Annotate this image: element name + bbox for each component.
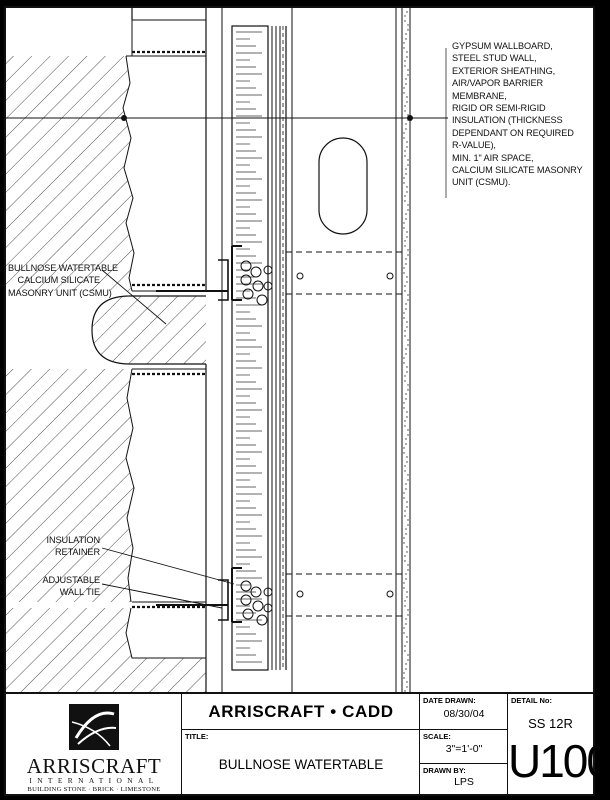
sheathing-membrane [272, 26, 286, 670]
date-label: DATE DRAWN: [423, 696, 476, 705]
wall-assembly-callout-line: GYPSUM WALLBOARD, [452, 41, 553, 51]
arriscraft-logo-icon [6, 698, 182, 758]
wall-assembly-callout-line: INSULATION (THICKNESS [452, 115, 563, 126]
wall-assembly-callout-line: CALCIUM SILICATE MASONRY [452, 165, 583, 176]
title-label: TITLE: [185, 732, 209, 741]
bullnose-watertable-unit [92, 296, 206, 364]
wall-assembly-callout-line: MEMBRANE, [452, 90, 507, 101]
logo-cell [6, 694, 182, 796]
logo-tagline: BUILDING STONE · BRICK · LIMESTONE [27, 786, 161, 793]
insulation-retainer-callout-line: INSULATION [46, 535, 100, 545]
wall-assembly-callout-line: R-VALUE), [452, 140, 496, 151]
wall-tie-callout-line: ADJUSTABLE [42, 575, 100, 585]
bullnose-callout-line: MASONRY UNIT (CSMU) [8, 287, 112, 298]
detail-cell [508, 694, 610, 796]
drawing-title: BULLNOSE WATERTABLE [218, 757, 384, 772]
drawing-sheet [4, 6, 610, 796]
wall-assembly-callout-line: UNIT (CSMU). [452, 177, 511, 188]
wall-tie-callout-line: WALL TIE [59, 587, 100, 598]
detail-number: SS 12R [528, 716, 573, 731]
brand-name: ARRISCRAFT • CADD [208, 702, 394, 721]
drawn-by-label: DRAWN BY: [423, 766, 466, 775]
date-cell [420, 694, 508, 730]
reference-dot-left [121, 115, 127, 121]
insulation-retainer-callout-line: RETAINER [55, 547, 100, 558]
upper-csmu-stone [6, 56, 134, 291]
date-value: 08/30/04 [443, 708, 485, 720]
wall-assembly-callout-line: AIR/VAPOR BARRIER [452, 78, 544, 89]
wall-assembly-callout-line: DEPENDANT ON REQUIRED [452, 127, 574, 138]
top-stone-course [126, 8, 206, 291]
wall-assembly-callout-line: RIGID OR SEMI-RIGID [452, 103, 546, 114]
logo-subtitle: INTERNATIONAL [29, 776, 159, 785]
rigid-insulation [232, 26, 268, 670]
wall-tie-callout [8, 574, 100, 599]
lower-wall-tie-assembly [156, 568, 402, 625]
drawn-by-value: LPS [454, 776, 474, 788]
title-cell [182, 730, 420, 796]
drawn-by-cell [420, 764, 508, 796]
detail-code: U100 [508, 735, 610, 787]
stud-knockout [319, 138, 367, 234]
brand-cell [182, 694, 420, 730]
gypsum-wallboard [403, 8, 410, 692]
reference-dot-right [407, 115, 413, 121]
bullnose-callout-line: BULLNOSE WATERTABLE [8, 263, 119, 273]
detail-label: DETAIL No: [511, 696, 552, 705]
insulation-retainer-callout [8, 534, 100, 559]
bullnose-callout-line: CALCIUM SILICATE [17, 275, 100, 286]
bullnose-callout [8, 262, 119, 299]
wall-assembly-callout [452, 40, 592, 189]
scale-label: SCALE: [423, 732, 451, 741]
scale-value: 3"=1'-0" [445, 743, 483, 755]
lower-csmu-stone [6, 364, 206, 692]
wall-assembly-callout-line: EXTERIOR SHEATHING, [452, 65, 556, 76]
wall-assembly-callout-line: STEEL STUD WALL, [452, 53, 537, 64]
wall-assembly-callout-line: MIN. 1" AIR SPACE, [452, 152, 534, 163]
scale-cell [420, 730, 508, 764]
title-block [6, 692, 610, 796]
steel-stud [292, 8, 402, 692]
logo-name: ARRISCRAFT [26, 754, 162, 778]
